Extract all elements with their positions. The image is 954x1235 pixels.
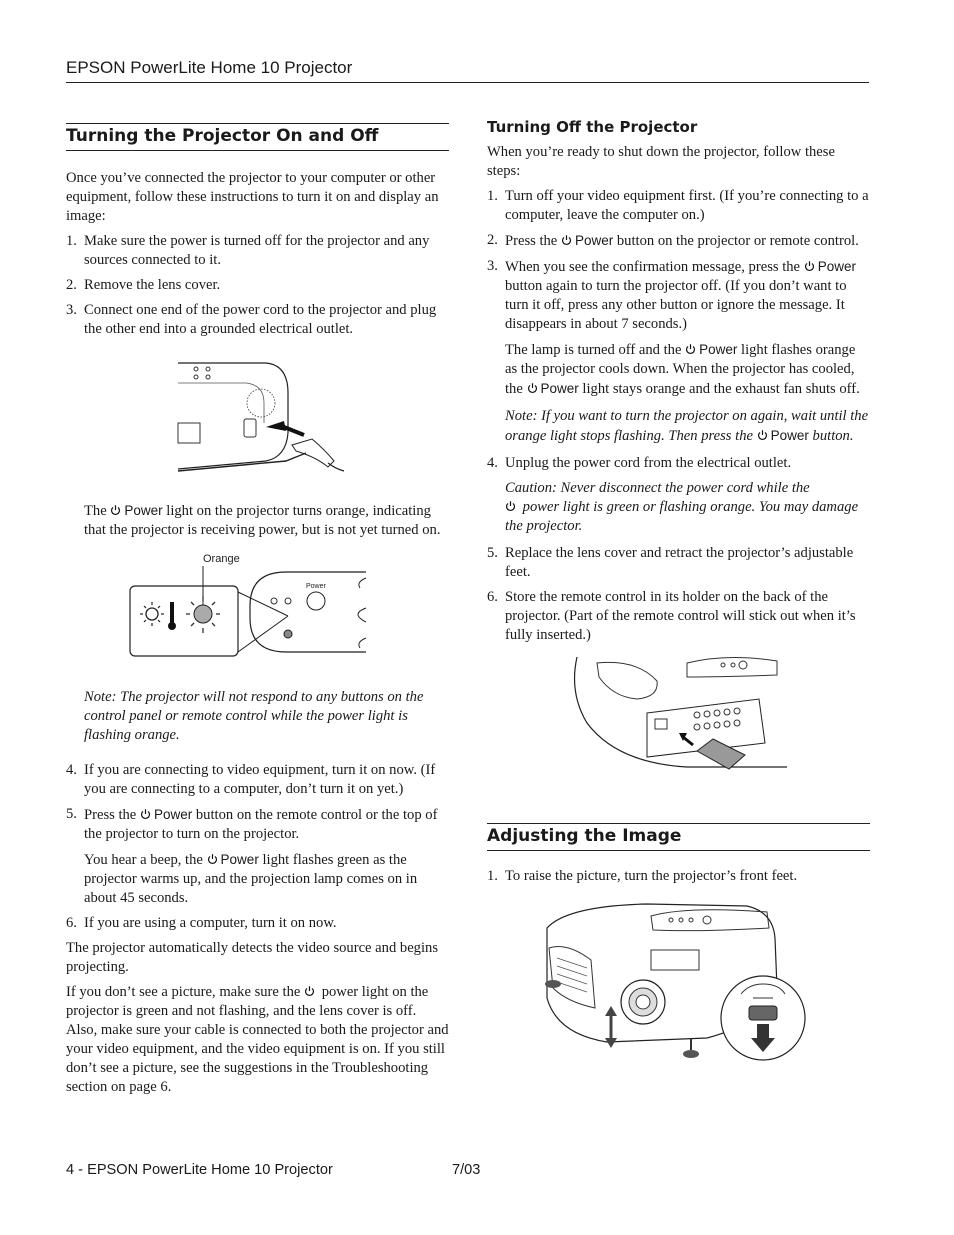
power-icon bbox=[527, 382, 538, 394]
list-item: 3. Connect one end of the power cord to the projector and plug the other end into a grounded electrical outlet. bbox=[66, 302, 437, 337]
page-header bbox=[66, 56, 869, 83]
steps-list-on-final bbox=[66, 914, 449, 933]
list-item: 5. Press the Power button on the remote control or the top of the projector to turn on the projector. bbox=[66, 806, 438, 842]
power-cord-illustration bbox=[66, 353, 449, 483]
orange-label: Orange bbox=[203, 553, 240, 565]
caution-text: Caution: Never disconnect the power cord while the power light is green or flashing orange. You may damage the projector. bbox=[505, 480, 859, 534]
beep-text: You hear a beep, the Power light flashes green as the projector warms up, and the projection lamp comes on in about 45 seconds. bbox=[84, 852, 418, 906]
right-column bbox=[487, 118, 870, 1078]
power-icon bbox=[505, 500, 516, 512]
list-item: 4. Unplug the power cord from the electrical outlet. bbox=[487, 455, 792, 471]
list-item: 6. Store the remote control in its holder on the back of the projector. (Part of the remote control will stick out when it’s fully inserted.) bbox=[487, 589, 856, 643]
list-item: 2. Remove the lens cover. bbox=[66, 277, 221, 293]
note-panel: Note: The projector will not respond to any buttons on the control panel or remote control while the power light is flashing orange. bbox=[84, 689, 424, 743]
steps-list-off-continued bbox=[487, 454, 870, 473]
section-heading-adjust bbox=[487, 823, 870, 851]
list-item: 4. If you are connecting to video equipment, turn it on now. (If you are connecting to a computer, don’t turn it on yet.) bbox=[66, 762, 436, 797]
list-item: 1. Make sure the power is turned off for the projector and any sources connected to it. bbox=[66, 233, 430, 268]
power-icon bbox=[757, 429, 768, 441]
power-label: Power bbox=[527, 381, 579, 396]
power-icon bbox=[561, 234, 572, 246]
lamp-text: The lamp is turned off and the Power light flashes orange as the projector cools down. When the projector has cooled, the Power light stays orange and the exhaust fan shuts off. bbox=[505, 342, 860, 397]
list-item: 1. To raise the picture, turn the projector’s front feet. bbox=[487, 868, 798, 884]
list-item: 1. Turn off your video equipment first. (If you’re connecting to a computer, leave the computer on.) bbox=[487, 188, 869, 223]
list-item: 3. When you see the confirmation message, press the Power button again to turn the projector off. (If you don’t want to turn it off, press any other button or ignore the message. It disappears in about 7 seconds.) bbox=[487, 258, 856, 332]
power-icon bbox=[140, 808, 151, 820]
off-intro: When you’re ready to shut down the projector, follow these steps: bbox=[487, 144, 835, 179]
page-footer: 4 - EPSON PowerLite Home 10 Projector bbox=[66, 1162, 333, 1178]
control-panel-illustration bbox=[66, 548, 449, 666]
steps-list-adjust bbox=[487, 867, 870, 886]
power-label: Power bbox=[685, 342, 737, 357]
footer-date: 7/03 bbox=[452, 1162, 481, 1178]
detect-text: The projector automatically detects the video source and begins projecting. bbox=[66, 940, 439, 975]
heading-on-off: Turning the Projector On and Off bbox=[66, 126, 379, 146]
steps-list-on bbox=[66, 232, 449, 339]
power-label: Power bbox=[207, 852, 259, 867]
note-off: Note: If you want to turn the projector on again, wait until the orange light stops flashing. Then press the Power button. bbox=[505, 408, 869, 444]
front-feet-illustration bbox=[487, 898, 870, 1068]
power-light-text: The Power light on the projector turns orange, indicating that the projector is receiving power, but is not yet turned on. bbox=[84, 503, 441, 538]
power-label: Power bbox=[804, 259, 856, 274]
steps-list-on-continued bbox=[66, 761, 449, 844]
power-icon bbox=[207, 853, 218, 865]
no-picture-text: If you don’t see a picture, make sure the power light on the projector is green and not flashing, and the lens cover is off. Also, make sure your cable is connected to both the projector and your video equipment, and the video equipment is on. If you still don’t see a picture, see the suggestions in the Troubleshooting section on page 6. bbox=[66, 984, 449, 1095]
power-icon bbox=[685, 343, 696, 355]
power-icon bbox=[804, 260, 815, 272]
remote-storage-illustration bbox=[487, 653, 870, 783]
power-label: Power bbox=[140, 807, 192, 822]
list-item: 6. If you are using a computer, turn it on now. bbox=[66, 915, 337, 931]
list-item: 5. Replace the lens cover and retract the projector’s adjustable feet. bbox=[487, 545, 854, 580]
heading-adjust: Adjusting the Image bbox=[487, 826, 682, 846]
left-column bbox=[66, 118, 449, 1103]
section-heading-on-off bbox=[66, 123, 449, 151]
power-label: Power bbox=[110, 503, 162, 518]
list-item: 2. Press the Power button on the projector or remote control. bbox=[487, 232, 859, 249]
power-icon bbox=[110, 504, 121, 516]
steps-list-off-final bbox=[487, 544, 870, 645]
power-icon bbox=[304, 985, 315, 997]
power-label: Power bbox=[561, 233, 613, 248]
heading-turning-off: Turning Off the Projector bbox=[487, 118, 698, 136]
intro-text: Once you’ve connected the projector to your computer or other equipment, follow these instructions to turn it on and display an image: bbox=[66, 170, 439, 224]
header-title: EPSON PowerLite Home 10 Projector bbox=[66, 58, 353, 77]
steps-list-off bbox=[487, 187, 870, 334]
panel-power-label: Power bbox=[306, 583, 326, 590]
power-label: Power bbox=[757, 428, 809, 443]
